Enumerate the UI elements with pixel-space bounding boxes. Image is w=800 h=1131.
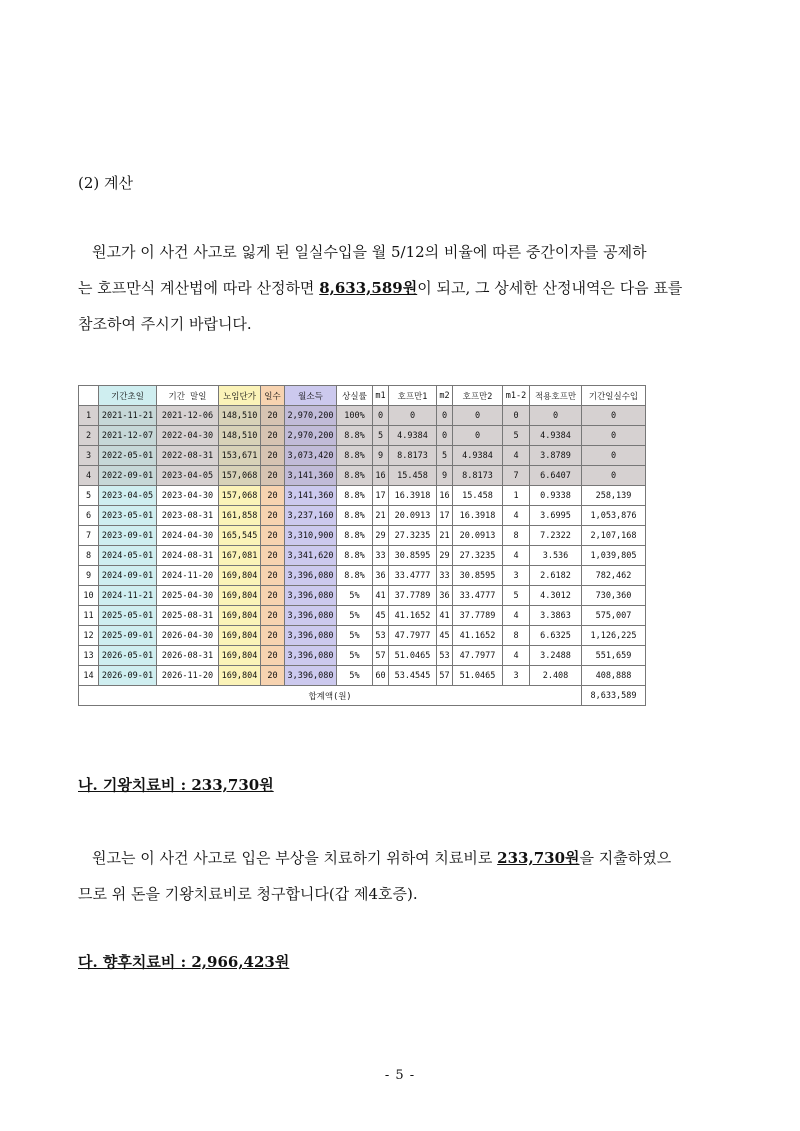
cell-hoffman1: 47.7977	[389, 626, 437, 646]
cell-wage-unit: 148,510	[219, 406, 261, 426]
header-hoffman2: 호프만2	[453, 386, 503, 406]
past-medical-paragraph	[78, 840, 726, 876]
cell-loss-rate: 8.8%	[337, 566, 373, 586]
cell-start-date: 2023-04-05	[99, 486, 157, 506]
cell-applied-hoffman: 3.3863	[530, 606, 582, 626]
lost-income-total-amount: 8,633,589원	[319, 279, 418, 297]
table-row	[79, 446, 646, 466]
cell-no: 14	[79, 666, 99, 686]
cell-days: 20	[261, 586, 285, 606]
table-row	[79, 626, 646, 646]
cell-loss-rate: 8.8%	[337, 466, 373, 486]
cell-end-date: 2025-04-30	[157, 586, 219, 606]
cell-start-date: 2026-05-01	[99, 646, 157, 666]
cell-loss-rate: 5%	[337, 606, 373, 626]
cell-m2: 36	[437, 586, 453, 606]
cell-loss-rate: 100%	[337, 406, 373, 426]
cell-m2: 9	[437, 466, 453, 486]
cell-m1: 60	[373, 666, 389, 686]
cell-m1: 45	[373, 606, 389, 626]
cell-wage-unit: 161,858	[219, 506, 261, 526]
cell-wage-unit: 153,671	[219, 446, 261, 466]
cell-applied-hoffman: 0.9338	[530, 486, 582, 506]
paragraph-text: 원고는 이 사건 사고로 입은 부상을 치료하기 위하여 치료비로	[92, 849, 498, 867]
cell-applied-hoffman: 6.6407	[530, 466, 582, 486]
paragraph-text: 을 지출하였으	[579, 849, 672, 867]
cell-period-lost-income: 730,360	[582, 586, 646, 606]
cell-m1-2: 5	[503, 586, 530, 606]
table-row	[79, 586, 646, 606]
cell-days: 20	[261, 446, 285, 466]
cell-hoffman2: 4.9384	[453, 446, 503, 466]
header-wage-unit: 노임단가	[219, 386, 261, 406]
cell-m1-2: 4	[503, 506, 530, 526]
cell-m1-2: 0	[503, 406, 530, 426]
cell-end-date: 2024-11-20	[157, 566, 219, 586]
cell-hoffman1: 0	[389, 406, 437, 426]
header-start-date: 기간초일	[99, 386, 157, 406]
cell-no: 9	[79, 566, 99, 586]
cell-hoffman2: 15.458	[453, 486, 503, 506]
calculation-paragraph-line2	[78, 270, 726, 306]
cell-wage-unit: 169,804	[219, 646, 261, 666]
cell-m1: 53	[373, 626, 389, 646]
cell-days: 20	[261, 466, 285, 486]
cell-loss-rate: 5%	[337, 626, 373, 646]
cell-hoffman1: 20.0913	[389, 506, 437, 526]
cell-period-lost-income: 0	[582, 406, 646, 426]
cell-monthly-income: 3,141,360	[285, 466, 337, 486]
cell-period-lost-income: 1,126,225	[582, 626, 646, 646]
table-row	[79, 486, 646, 506]
cell-wage-unit: 169,804	[219, 626, 261, 646]
table-row	[79, 546, 646, 566]
cell-m1: 9	[373, 446, 389, 466]
table-body	[79, 406, 646, 686]
cell-loss-rate: 8.8%	[337, 446, 373, 466]
cell-period-lost-income: 782,462	[582, 566, 646, 586]
cell-hoffman2: 37.7789	[453, 606, 503, 626]
cell-hoffman2: 0	[453, 406, 503, 426]
cell-m1: 33	[373, 546, 389, 566]
cell-hoffman2: 51.0465	[453, 666, 503, 686]
past-medical-amount: 233,730원	[497, 849, 580, 867]
paragraph-line: 원고가 이 사건 사고로 잃게 된 일실수입을 월 5/12의 비율에 따른 중간이자를 공제하	[92, 243, 647, 261]
table-row	[79, 506, 646, 526]
cell-start-date: 2021-11-21	[99, 406, 157, 426]
cell-period-lost-income: 1,053,876	[582, 506, 646, 526]
table-row	[79, 646, 646, 666]
cell-hoffman1: 37.7789	[389, 586, 437, 606]
cell-m2: 29	[437, 546, 453, 566]
section-heading-calculation: (2) 계산	[78, 174, 133, 192]
cell-m1-2: 4	[503, 606, 530, 626]
cell-m1: 5	[373, 426, 389, 446]
hoffman-calculation-table	[78, 385, 646, 706]
cell-hoffman1: 53.4545	[389, 666, 437, 686]
cell-hoffman2: 8.8173	[453, 466, 503, 486]
total-value: 8,633,589	[582, 686, 646, 706]
cell-days: 20	[261, 506, 285, 526]
cell-applied-hoffman: 3.6995	[530, 506, 582, 526]
cell-start-date: 2025-05-01	[99, 606, 157, 626]
cell-monthly-income: 3,310,900	[285, 526, 337, 546]
cell-days: 20	[261, 486, 285, 506]
cell-start-date: 2024-09-01	[99, 566, 157, 586]
cell-m1-2: 8	[503, 626, 530, 646]
cell-loss-rate: 8.8%	[337, 526, 373, 546]
cell-no: 4	[79, 466, 99, 486]
cell-monthly-income: 3,396,080	[285, 606, 337, 626]
cell-m2: 53	[437, 646, 453, 666]
table-row	[79, 526, 646, 546]
cell-hoffman1: 27.3235	[389, 526, 437, 546]
cell-m1-2: 4	[503, 646, 530, 666]
cell-m2: 5	[437, 446, 453, 466]
cell-applied-hoffman: 7.2322	[530, 526, 582, 546]
cell-hoffman2: 41.1652	[453, 626, 503, 646]
header-monthly-income: 월소득	[285, 386, 337, 406]
table-total-row	[79, 686, 646, 706]
cell-loss-rate: 8.8%	[337, 506, 373, 526]
cell-period-lost-income: 2,107,168	[582, 526, 646, 546]
cell-period-lost-income: 551,659	[582, 646, 646, 666]
cell-end-date: 2023-08-31	[157, 506, 219, 526]
cell-applied-hoffman: 3.8789	[530, 446, 582, 466]
cell-applied-hoffman: 2.408	[530, 666, 582, 686]
cell-m2: 41	[437, 606, 453, 626]
cell-days: 20	[261, 526, 285, 546]
future-medical-heading-text: 다. 향후치료비 : 2,966,423원	[78, 953, 290, 971]
cell-m1: 21	[373, 506, 389, 526]
cell-start-date: 2021-12-07	[99, 426, 157, 446]
cell-m1: 16	[373, 466, 389, 486]
cell-m2: 33	[437, 566, 453, 586]
cell-wage-unit: 165,545	[219, 526, 261, 546]
cell-m1-2: 1	[503, 486, 530, 506]
header-m1: m1	[373, 386, 389, 406]
header-period-lost-income: 기간일실수입	[582, 386, 646, 406]
cell-wage-unit: 148,510	[219, 426, 261, 446]
cell-days: 20	[261, 606, 285, 626]
cell-monthly-income: 3,396,080	[285, 586, 337, 606]
table-header-row	[79, 386, 646, 406]
cell-m1: 36	[373, 566, 389, 586]
cell-m1: 41	[373, 586, 389, 606]
cell-no: 10	[79, 586, 99, 606]
section-heading-past-medical	[78, 774, 274, 795]
cell-hoffman1: 8.8173	[389, 446, 437, 466]
cell-loss-rate: 5%	[337, 586, 373, 606]
cell-start-date: 2024-05-01	[99, 546, 157, 566]
cell-end-date: 2025-08-31	[157, 606, 219, 626]
cell-days: 20	[261, 546, 285, 566]
cell-hoffman2: 16.3918	[453, 506, 503, 526]
cell-hoffman1: 30.8595	[389, 546, 437, 566]
cell-end-date: 2023-04-05	[157, 466, 219, 486]
cell-m1-2: 3	[503, 666, 530, 686]
cell-days: 20	[261, 626, 285, 646]
cell-end-date: 2024-04-30	[157, 526, 219, 546]
cell-m1-2: 7	[503, 466, 530, 486]
cell-m1: 0	[373, 406, 389, 426]
cell-wage-unit: 167,081	[219, 546, 261, 566]
cell-applied-hoffman: 3.2488	[530, 646, 582, 666]
cell-monthly-income: 3,141,360	[285, 486, 337, 506]
past-medical-paragraph-line2	[78, 876, 726, 912]
cell-wage-unit: 169,804	[219, 606, 261, 626]
cell-m2: 21	[437, 526, 453, 546]
cell-wage-unit: 169,804	[219, 566, 261, 586]
cell-days: 20	[261, 406, 285, 426]
cell-end-date: 2023-04-30	[157, 486, 219, 506]
cell-monthly-income: 3,237,160	[285, 506, 337, 526]
cell-m2: 17	[437, 506, 453, 526]
table-row	[79, 666, 646, 686]
cell-monthly-income: 2,970,200	[285, 426, 337, 446]
cell-period-lost-income: 0	[582, 466, 646, 486]
calculation-paragraph	[78, 234, 726, 270]
cell-no: 1	[79, 406, 99, 426]
cell-loss-rate: 5%	[337, 646, 373, 666]
cell-applied-hoffman: 4.3012	[530, 586, 582, 606]
cell-loss-rate: 5%	[337, 666, 373, 686]
cell-days: 20	[261, 566, 285, 586]
cell-wage-unit: 169,804	[219, 666, 261, 686]
cell-hoffman1: 41.1652	[389, 606, 437, 626]
cell-m1: 29	[373, 526, 389, 546]
cell-no: 8	[79, 546, 99, 566]
cell-m1: 57	[373, 646, 389, 666]
cell-m1: 17	[373, 486, 389, 506]
cell-period-lost-income: 1,039,805	[582, 546, 646, 566]
cell-wage-unit: 169,804	[219, 586, 261, 606]
cell-monthly-income: 3,396,080	[285, 646, 337, 666]
past-medical-heading-text: 나. 기왕치료비 : 233,730원	[78, 776, 274, 794]
cell-no: 12	[79, 626, 99, 646]
cell-days: 20	[261, 646, 285, 666]
cell-m2: 57	[437, 666, 453, 686]
header-no	[79, 386, 99, 406]
cell-start-date: 2026-09-01	[99, 666, 157, 686]
cell-start-date: 2022-05-01	[99, 446, 157, 466]
cell-period-lost-income: 258,139	[582, 486, 646, 506]
cell-m1-2: 4	[503, 446, 530, 466]
cell-end-date: 2024-08-31	[157, 546, 219, 566]
header-m2: m2	[437, 386, 453, 406]
cell-m2: 0	[437, 426, 453, 446]
cell-wage-unit: 157,068	[219, 466, 261, 486]
cell-loss-rate: 8.8%	[337, 486, 373, 506]
cell-hoffman2: 33.4777	[453, 586, 503, 606]
table-row	[79, 566, 646, 586]
cell-start-date: 2024-11-21	[99, 586, 157, 606]
cell-applied-hoffman: 3.536	[530, 546, 582, 566]
cell-hoffman1: 33.4777	[389, 566, 437, 586]
cell-applied-hoffman: 4.9384	[530, 426, 582, 446]
header-m1-2: m1-2	[503, 386, 530, 406]
cell-no: 11	[79, 606, 99, 626]
cell-end-date: 2026-08-31	[157, 646, 219, 666]
table-row	[79, 426, 646, 446]
header-applied-hoffman: 적용호프만	[530, 386, 582, 406]
cell-m2: 45	[437, 626, 453, 646]
cell-period-lost-income: 575,007	[582, 606, 646, 626]
total-label: 합계액(원)	[79, 686, 582, 706]
paragraph-text: 므로 위 돈을 기왕치료비로 청구합니다(갑 제4호증).	[78, 885, 418, 903]
cell-applied-hoffman: 6.6325	[530, 626, 582, 646]
paragraph-text: 참조하여 주시기 바랍니다.	[78, 315, 252, 333]
cell-no: 6	[79, 506, 99, 526]
cell-applied-hoffman: 0	[530, 406, 582, 426]
cell-no: 5	[79, 486, 99, 506]
cell-no: 2	[79, 426, 99, 446]
cell-monthly-income: 3,396,080	[285, 566, 337, 586]
cell-m1-2: 8	[503, 526, 530, 546]
cell-m2: 16	[437, 486, 453, 506]
table-row	[79, 406, 646, 426]
cell-period-lost-income: 0	[582, 446, 646, 466]
cell-days: 20	[261, 426, 285, 446]
cell-end-date: 2026-04-30	[157, 626, 219, 646]
cell-m1-2: 4	[503, 546, 530, 566]
cell-no: 13	[79, 646, 99, 666]
cell-start-date: 2023-09-01	[99, 526, 157, 546]
cell-end-date: 2021-12-06	[157, 406, 219, 426]
cell-m1-2: 3	[503, 566, 530, 586]
cell-no: 3	[79, 446, 99, 466]
header-end-date: 기간 말일	[157, 386, 219, 406]
paragraph-text: 이 되고, 그 상세한 산정내역은 다음 표를	[417, 279, 683, 297]
cell-no: 7	[79, 526, 99, 546]
section-heading-future-medical	[78, 951, 289, 972]
cell-start-date: 2023-05-01	[99, 506, 157, 526]
cell-end-date: 2026-11-20	[157, 666, 219, 686]
calculation-paragraph-line3	[78, 306, 726, 342]
table-row	[79, 606, 646, 626]
header-days: 일수	[261, 386, 285, 406]
cell-hoffman1: 51.0465	[389, 646, 437, 666]
cell-end-date: 2022-04-30	[157, 426, 219, 446]
cell-monthly-income: 3,396,080	[285, 626, 337, 646]
cell-hoffman2: 20.0913	[453, 526, 503, 546]
page-number: - 5 -	[384, 1068, 416, 1083]
cell-m2: 0	[437, 406, 453, 426]
header-hoffman1: 호프만1	[389, 386, 437, 406]
cell-hoffman1: 15.458	[389, 466, 437, 486]
cell-hoffman1: 4.9384	[389, 426, 437, 446]
cell-monthly-income: 3,073,420	[285, 446, 337, 466]
paragraph-text: 는 호프만식 계산법에 따라 산정하면	[78, 279, 320, 297]
cell-start-date: 2022-09-01	[99, 466, 157, 486]
cell-loss-rate: 8.8%	[337, 546, 373, 566]
cell-hoffman2: 47.7977	[453, 646, 503, 666]
header-loss-rate: 상실률	[337, 386, 373, 406]
table-row	[79, 466, 646, 486]
cell-end-date: 2022-08-31	[157, 446, 219, 466]
cell-monthly-income: 3,396,080	[285, 666, 337, 686]
cell-monthly-income: 2,970,200	[285, 406, 337, 426]
cell-period-lost-income: 408,888	[582, 666, 646, 686]
cell-days: 20	[261, 666, 285, 686]
cell-wage-unit: 157,068	[219, 486, 261, 506]
cell-loss-rate: 8.8%	[337, 426, 373, 446]
cell-hoffman2: 0	[453, 426, 503, 446]
cell-m1-2: 5	[503, 426, 530, 446]
cell-hoffman2: 27.3235	[453, 546, 503, 566]
cell-hoffman1: 16.3918	[389, 486, 437, 506]
cell-hoffman2: 30.8595	[453, 566, 503, 586]
cell-monthly-income: 3,341,620	[285, 546, 337, 566]
cell-period-lost-income: 0	[582, 426, 646, 446]
cell-applied-hoffman: 2.6182	[530, 566, 582, 586]
cell-start-date: 2025-09-01	[99, 626, 157, 646]
